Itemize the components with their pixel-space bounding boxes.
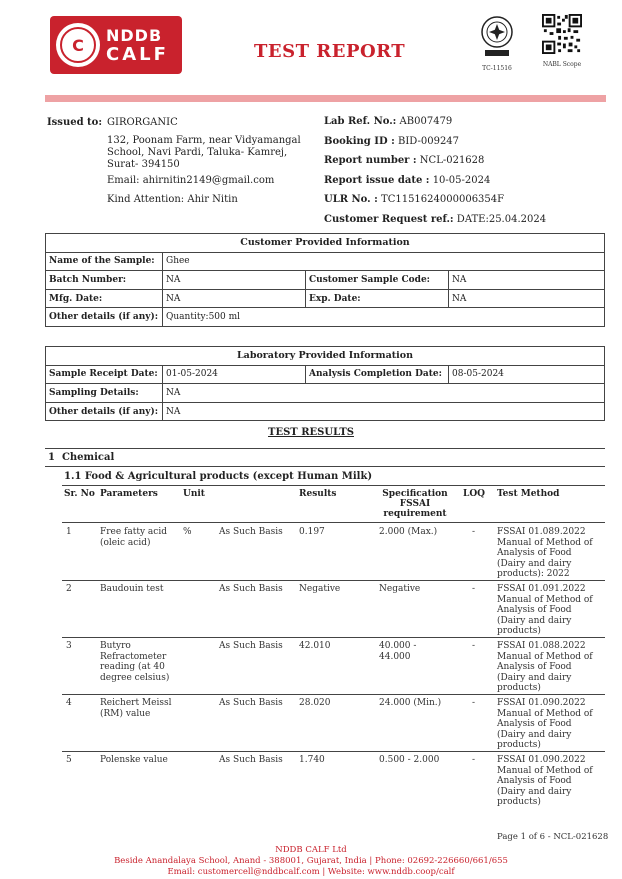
row-test-method: Analysis of Food <box>497 548 572 559</box>
lab-info-row <box>324 116 614 136</box>
accreditation-caption: TC-11516 <box>482 65 512 72</box>
kind-attention: Kind Attention: Ahir Nitin <box>107 194 238 205</box>
row-test-method: (Dairy and dairy <box>497 786 572 797</box>
row-parameter: (RM) value <box>100 708 151 719</box>
row-parameter: Baudouin test <box>100 584 164 594</box>
row-test-method: FSSAI 01.091.2022 <box>497 584 586 594</box>
row-basis: As Such Basis <box>219 527 283 537</box>
receipt-date-value: 01-05-2024 <box>163 365 306 384</box>
lab-info-row <box>324 214 614 234</box>
lab-info-row <box>324 155 614 175</box>
row-test-method: Analysis of Food <box>497 605 572 616</box>
row-test-method: products) <box>497 797 541 808</box>
col-parameters: Parameters <box>100 489 158 499</box>
row-result: 1.740 <box>299 755 325 765</box>
col-loq: LOQ <box>463 489 486 499</box>
row-test-method: products) <box>497 740 541 751</box>
mfg-value: NA <box>163 289 306 308</box>
lab-info-value: AB007479 <box>396 116 453 127</box>
row-parameter: Butyro <box>100 641 131 651</box>
row-test-method: Manual of Method of <box>497 537 593 548</box>
col-sr-no: Sr. No <box>64 489 95 499</box>
header-bottom-rule <box>62 522 605 523</box>
lab-info-value: DATE:25.04.2024 <box>453 213 547 225</box>
lab-reference-block <box>324 116 614 234</box>
completion-date-value: 08-05-2024 <box>449 365 605 384</box>
row-result: 0.197 <box>299 527 325 537</box>
row-divider <box>62 637 605 638</box>
report-title: TEST REPORT <box>254 41 406 62</box>
lab-info-label: Customer Request ref.: <box>324 213 454 225</box>
test-results-title: TEST RESULTS <box>268 427 354 438</box>
lab-info-label: ULR No. : <box>324 194 378 206</box>
lab-info-value: BID-009247 <box>394 135 460 147</box>
col-specification <box>372 489 458 519</box>
section-number: 1 <box>48 452 55 463</box>
nabl-accreditation-mark <box>474 14 520 72</box>
row-test-method: products) <box>497 683 541 694</box>
row-result: Negative <box>299 584 341 594</box>
row-test-method: Manual of Method of <box>497 651 593 662</box>
issued-to-label: Issued to: <box>47 117 103 128</box>
lab-info-row <box>324 175 614 195</box>
row-test-method: FSSAI 01.089.2022 <box>497 527 586 537</box>
logo-line-1: NDDB <box>106 26 163 45</box>
row-loq: - <box>472 698 476 708</box>
lab-info-value: NCL-021628 <box>416 155 485 167</box>
receipt-date-label: Sample Receipt Date: <box>46 365 163 384</box>
row-parameter: Reichert Meissl <box>100 698 172 708</box>
batch-label: Batch Number: <box>46 271 163 290</box>
row-sr-no: 3 <box>66 641 72 651</box>
customer-name: GIRORGANIC <box>107 117 178 128</box>
row-unit: % <box>183 527 192 537</box>
lab-other-label: Other details (if any): <box>46 402 163 421</box>
qr-code-icon <box>542 14 582 54</box>
lab-info-label: Report issue date : <box>324 174 430 186</box>
row-test-method: Analysis of Food <box>497 662 572 673</box>
cust-code-label: Customer Sample Code: <box>306 271 449 290</box>
subsection-title: 1.1 Food & Agricultural products (except Human Milk) <box>64 471 373 482</box>
col-unit: Unit <box>183 489 205 499</box>
row-sr-no: 1 <box>66 527 72 537</box>
address-line-2: School, Navi Pardi, Taluka- Kamrej, <box>107 147 288 158</box>
row-test-method: (Dairy and dairy <box>497 672 572 683</box>
lab-info-heading: Laboratory Provided Information <box>46 347 605 366</box>
footer-org: NDDB CALF Ltd <box>275 845 347 855</box>
nabl-seal-icon <box>477 14 517 60</box>
col-test-method: Test Method <box>497 489 560 499</box>
sample-name-label: Name of the Sample: <box>46 252 163 271</box>
row-test-method: products): 2022 <box>497 569 570 580</box>
row-divider <box>62 694 605 695</box>
batch-value: NA <box>163 271 306 290</box>
row-test-method: products) <box>497 626 541 637</box>
row-basis: As Such Basis <box>219 698 283 708</box>
row-test-method: FSSAI 01.088.2022 <box>497 641 586 651</box>
row-test-method: Manual of Method of <box>497 594 593 605</box>
other-details-value: Quantity:500 ml <box>163 308 605 327</box>
row-basis: As Such Basis <box>219 641 283 651</box>
row-specification: 2.000 (Max.) <box>379 527 438 537</box>
subsection-rule <box>62 485 605 486</box>
completion-date-label: Analysis Completion Date: <box>306 365 449 384</box>
lab-info-label: Report number : <box>324 155 417 167</box>
row-parameter: Polenske value <box>100 755 168 765</box>
page-number: Page 1 of 6 - NCL-021628 <box>497 832 609 842</box>
lab-info-value: 10-05-2024 <box>429 174 491 186</box>
row-loq: - <box>472 755 476 765</box>
row-divider <box>62 580 605 581</box>
logo-line-2: CALF <box>106 44 169 65</box>
row-parameter: Refractometer <box>100 651 167 662</box>
emblem-icon: C <box>56 23 100 67</box>
lab-info-label: Booking ID : <box>324 135 395 147</box>
row-specification: 24.000 (Min.) <box>379 698 442 708</box>
row-divider <box>62 751 605 752</box>
col-results: Results <box>299 489 337 499</box>
section-rule <box>45 466 605 467</box>
header-divider-band <box>45 95 606 102</box>
row-result: 42.010 <box>299 641 331 651</box>
row-test-method: (Dairy and dairy <box>497 729 572 740</box>
lab-info-label: Lab Ref. No.: <box>324 116 397 127</box>
other-details-label: Other details (if any): <box>46 308 163 327</box>
row-specification: Negative <box>379 584 421 594</box>
row-parameter: (oleic acid) <box>100 537 151 548</box>
row-sr-no: 5 <box>66 755 72 765</box>
lab-info-row <box>324 136 614 156</box>
address-line-1: 132, Poonam Farm, near Vidyamangal <box>107 135 301 146</box>
nabl-scope-qr <box>540 14 584 68</box>
row-test-method: FSSAI 01.090.2022 <box>497 755 586 765</box>
row-parameter: reading (at 40 <box>100 662 165 673</box>
section-name: Chemical <box>61 452 115 463</box>
nddb-calf-logo <box>50 16 182 74</box>
sampling-value: NA <box>163 384 605 403</box>
results-top-rule <box>45 448 605 449</box>
row-result: 28.020 <box>299 698 331 708</box>
customer-email: Email: ahirnitin2149@gmail.com <box>107 175 275 186</box>
row-test-method: FSSAI 01.090.2022 <box>497 698 586 708</box>
customer-info-table <box>45 233 605 327</box>
sample-name-value: Ghee <box>163 252 605 271</box>
row-loq: - <box>472 527 476 537</box>
col-spec-line-3: requirement <box>383 509 447 519</box>
row-basis: As Such Basis <box>219 755 283 765</box>
sampling-label: Sampling Details: <box>46 384 163 403</box>
row-sr-no: 2 <box>66 584 72 594</box>
row-test-method: Analysis of Food <box>497 776 572 787</box>
row-specification: 0.500 - 2.000 <box>379 755 440 765</box>
row-parameter: degree celsius) <box>100 672 170 683</box>
lab-other-value: NA <box>163 402 605 421</box>
lab-info-row <box>324 194 614 214</box>
col-spec-line-2: FSSAI <box>399 499 431 509</box>
mfg-label: Mfg. Date: <box>46 289 163 308</box>
row-sr-no: 4 <box>66 698 72 708</box>
qr-caption: NABL Scope <box>542 61 582 68</box>
section-chemical <box>48 452 114 463</box>
col-spec-line-1: Specification <box>382 489 448 499</box>
row-test-method: (Dairy and dairy <box>497 615 572 626</box>
row-test-method: (Dairy and dairy <box>497 558 572 569</box>
row-test-method: Manual of Method of <box>497 708 593 719</box>
lab-info-value: TC1151624000006354F <box>377 194 505 206</box>
customer-info-heading: Customer Provided Information <box>46 234 605 253</box>
row-basis: As Such Basis <box>219 584 283 594</box>
lab-info-table <box>45 346 605 421</box>
footer-address: Beside Anandalaya School, Anand - 388001, Gujarat, India | Phone: 02692-226660/661/655 <box>114 856 508 866</box>
row-specification: 40.000 - <box>379 641 417 651</box>
exp-label: Exp. Date: <box>306 289 449 308</box>
footer-contact: Email: customercell@nddbcalf.com | Website: www.nddb.coop/calf <box>167 867 455 877</box>
row-loq: - <box>472 641 476 651</box>
cust-code-value: NA <box>449 271 605 290</box>
row-parameter: Free fatty acid <box>100 527 167 537</box>
row-loq: - <box>472 584 476 594</box>
row-test-method: Analysis of Food <box>497 719 572 730</box>
exp-value: NA <box>449 289 605 308</box>
address-line-3: Surat- 394150 <box>107 159 180 170</box>
row-test-method: Manual of Method of <box>497 765 593 776</box>
row-specification: 44.000 <box>379 651 411 662</box>
